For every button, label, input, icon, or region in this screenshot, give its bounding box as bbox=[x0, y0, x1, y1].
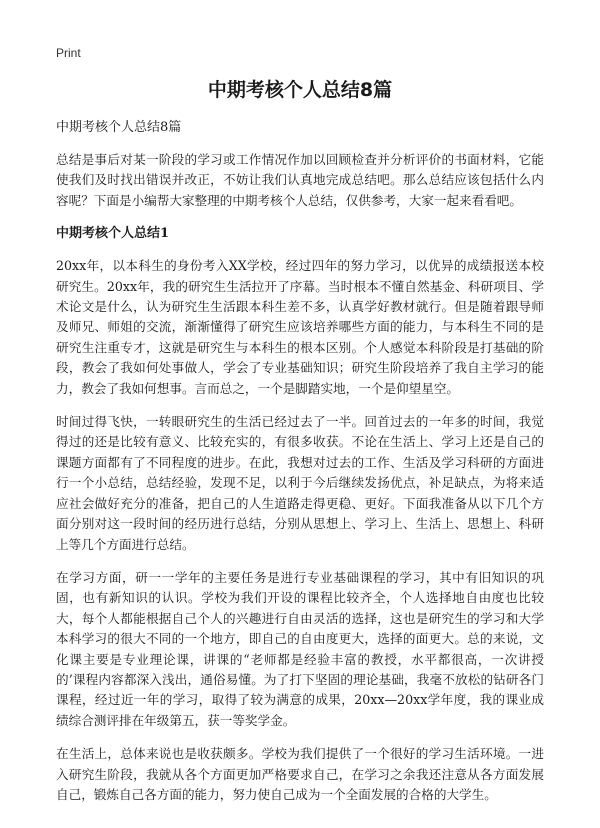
document-subtitle: 中期考核个人总结8篇 bbox=[56, 120, 182, 135]
body-paragraph-1: 20xx年，以本科生的身份考入XX学校，经过四年的努力学习，以优异的成绩报送本校研究生。20xx年，我的研究生生活拉开了序幕。当时根本不懂自然基金、科研项目、学术论文是什么，认为研究生生活跟本科生差不多，认真学好教材就行。但是随着跟导师及师兄、师姐的交流，渐渐懂得了研究生应该培养哪些方面的能力，与本科生不同的是研究生注重专才，这就是研究生与本科生的根本区别。个人感觉本科阶段是打基础的阶段，教会了我如何处事做人，学会了专业基础知识；研究生阶段培养了我自主学习的能力，教会了我如何想事。言而总之，一个是脚踏实地，一个是仰望星空。 bbox=[56, 258, 544, 396]
body-paragraph-3: 在学习方面，研一一学年的主要任务是进行专业基础课程的学习，其中有旧知识的巩固，也有新知识的认识。学校为我们开设的课程比较齐全，个人选择地自由度也比较大，每个人都能根据自己个人的兴趣进行自由灵活的选择，这也是研究生的学习和大学本科学习的很大不同的一个地方，即自己的自由度更大，选择的面更大。总的来说，文化课主要是专业理论课，讲课的“老师都是经验丰富的教授，水平都很高，一次讲授的’课程内容都深入浅出，通俗易懂。为了打下坚固的理论基础，我毫不放松的钻研各门课程，经过近一年的学习，取得了较为满意的成果，20xx—20xx学年度，我的课业成绩综合测评排在年级第五，获一等奖学金。 bbox=[56, 569, 544, 728]
intro-paragraph: 总结是事后对某一阶段的学习或工作情况作加以回顾检查并分析评价的书面材料，它能使我们及时找出错误并改正，不妨让我们认真地完成总结吧。那么总结应该包括什么内容呢？下面是小编帮大家整理的中期考核个人总结，仅供参考，大家一起来看看吧。 bbox=[56, 152, 544, 208]
document-title: 中期考核个人总结8篇 bbox=[207, 79, 393, 101]
body-paragraph-2: 时间过得飞快，一转眼研究生的生活已经过去了一半。回首过去的一年多的时间，我觉得过的还是比较有意义、比较充实的，有很多收获。不论在生活上、学习上还是自己的课题方面都有了不同程度的进步。在此，我想对过去的工作、生活及学习科研的方面进行一个小总结，总结经验，发现不足，以利于今后继续发扬优点，补足缺点，为将来适应社会做好充分的准备，把自己的人生道路走得更稳、更好。下面我准备从以下几个方面分别对这一段时间的经历进行总结，分别从思想上、学习上、生活上、思想上、科研上等几个方面进行总结。 bbox=[56, 414, 544, 552]
body-paragraph-4: 在生活上，总体来说也是收获颇多。学校为我们提供了一个很好的学习生活环境。一进入研究生阶段，我就从各个方面更加严格要求自己，在学习之余我还注意从各方面发展自己，锻炼自己各方面的能力，努力使自己成为一个全面发展的合格的大学生。 bbox=[56, 746, 544, 802]
print-link[interactable]: Print bbox=[56, 46, 81, 60]
section-heading: 中期考核个人总结1 bbox=[56, 226, 170, 242]
document-body bbox=[56, 118, 544, 818]
